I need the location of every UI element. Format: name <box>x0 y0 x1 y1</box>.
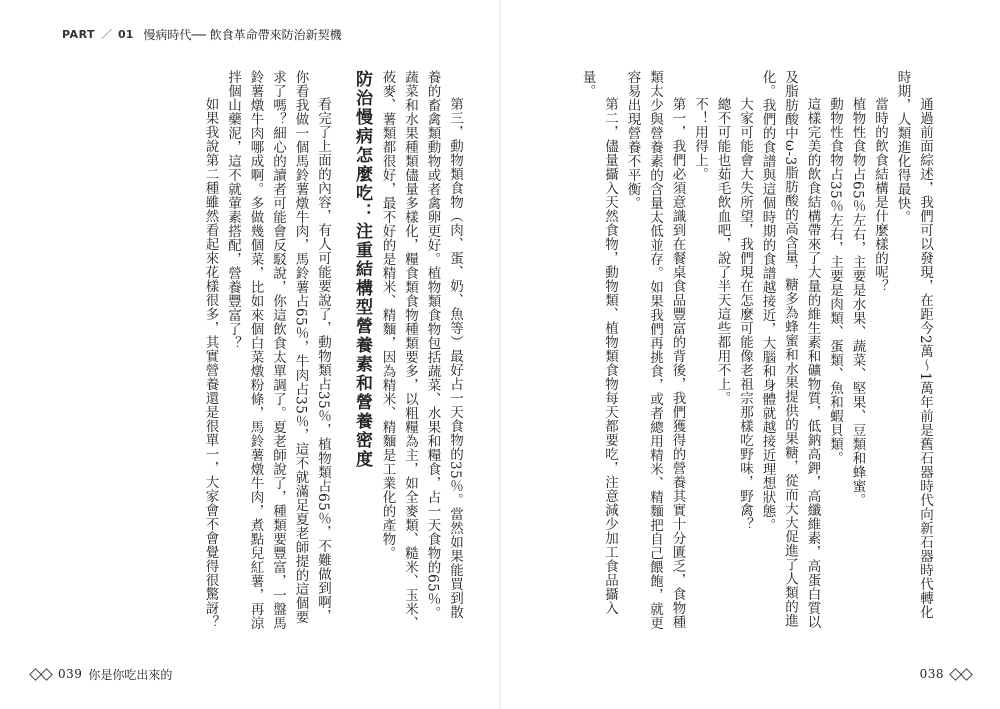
part-separator: ／ <box>101 28 113 41</box>
paragraph: 動物性食物占35％左右，主要是肉類、蛋類、魚和蝦貝類。 <box>827 97 843 466</box>
part-label: PART <box>62 27 96 41</box>
right-page-body <box>576 70 936 630</box>
page-number: 038 <box>919 667 944 681</box>
paragraph: 不！用得上。 <box>692 97 708 181</box>
running-header <box>62 24 342 44</box>
paragraph: 植物性食物占65％左右，主要是水果、蔬菜、堅果、豆類和蜂蜜。 <box>849 97 866 508</box>
paragraph: 總不可能也茹毛飲血吧，說了半天這些都用不上。 <box>714 97 731 405</box>
paragraph: 第三，動物類食物（肉、蛋、奶、魚等）最好占一天食物的35％。當然如果能買到散養的畜禽類動物或者禽卵更好。植物類食物包括蔬菜、水果和糧食，占一天食物的65％。蔬菜和水果種類儘量多樣化，糧食類食物種類要多，以粗糧為主，如全麥類、糙米、玉米、莜麥、薯類都很好，最不好的是精米、精麵，因為精米、精麵是工業化的產物。 <box>379 70 463 630</box>
book-title: 你是你吃出來的 <box>88 667 173 682</box>
chapter-title: 慢病時代── 飲食革命帶來防治新契機 <box>143 27 342 42</box>
paragraph: 這樣完美的飲食結構帶來了大量的維生素和礦物質，低鈉高鉀，高纖維素，高蛋白質以及脂肪酸中ω-3脂肪酸的高含量，糖多為蜂蜜和水果提供的果糖，從而大大促進了人類的進化。我們的食譜與這個時期的食譜越接近，大腦和身體就越接近理想狀態。 <box>759 70 821 629</box>
section-heading: 防治慢病怎麼吃：注重結構型營養素和營養密度 <box>352 70 372 469</box>
paragraph: 通過前面綜述，我們可以發現，在距今2萬〜1萬年前是舊石器時代向新石器時代轉化時期，人類進化得最快。 <box>894 70 933 620</box>
diamond-ornament-icon <box>950 670 972 679</box>
paragraph: 第一，我們必須意識到在餐桌食品豐富的背後，我們獲得的營養其實十分匱乏，食物種類太少與營養素的含量太低並存。如果我們再挑食，或者總用精米、精麵把自己餵飽，就更容易出現營養不平衡。 <box>624 70 686 630</box>
folio-left <box>30 665 172 683</box>
paragraph: 當時的飲食結構是什麼樣的呢？ <box>872 97 888 293</box>
page-number: 039 <box>58 667 83 681</box>
paragraph: 看完了上面的內容，有人可能要說了，動物類占35％，植物類占65％，不難做到啊，你看我做一個馬鈴薯燉牛肉，馬鈴薯占65％，牛肉占35％，這不就滿足夏老師提的這個要求了嗎？細心的讀者可能會反駁說，你這飲食太單調了。夏老師說了，種類要豐富，一盤馬鈴薯燉牛肉哪成啊。多做幾個菜，比如來個白菜燉粉條，馬鈴薯燉牛肉，煮點兒紅薯，再涼拌個山藥泥，這不就葷素搭配，營養豐富了？ <box>225 70 331 630</box>
folio-right <box>920 665 972 683</box>
paragraph: 第二，儘量攝入天然食物，動物類、植物類食物每天都要吃，注意減少加工食品攝入量。 <box>579 70 618 615</box>
paragraph: 大家可能會大失所望，我們現在怎麼可能像老祖宗那樣吃野味，野禽？ <box>737 97 753 531</box>
left-page-body <box>199 70 466 630</box>
diamond-ornament-icon <box>30 670 52 679</box>
part-number: 01 <box>118 27 134 41</box>
paragraph: 如果我說第二種雖然看起來花樣很多，其實營養還是很單一，大家會不會覺得很驚訝？ <box>202 97 219 629</box>
page-gutter <box>499 0 501 709</box>
